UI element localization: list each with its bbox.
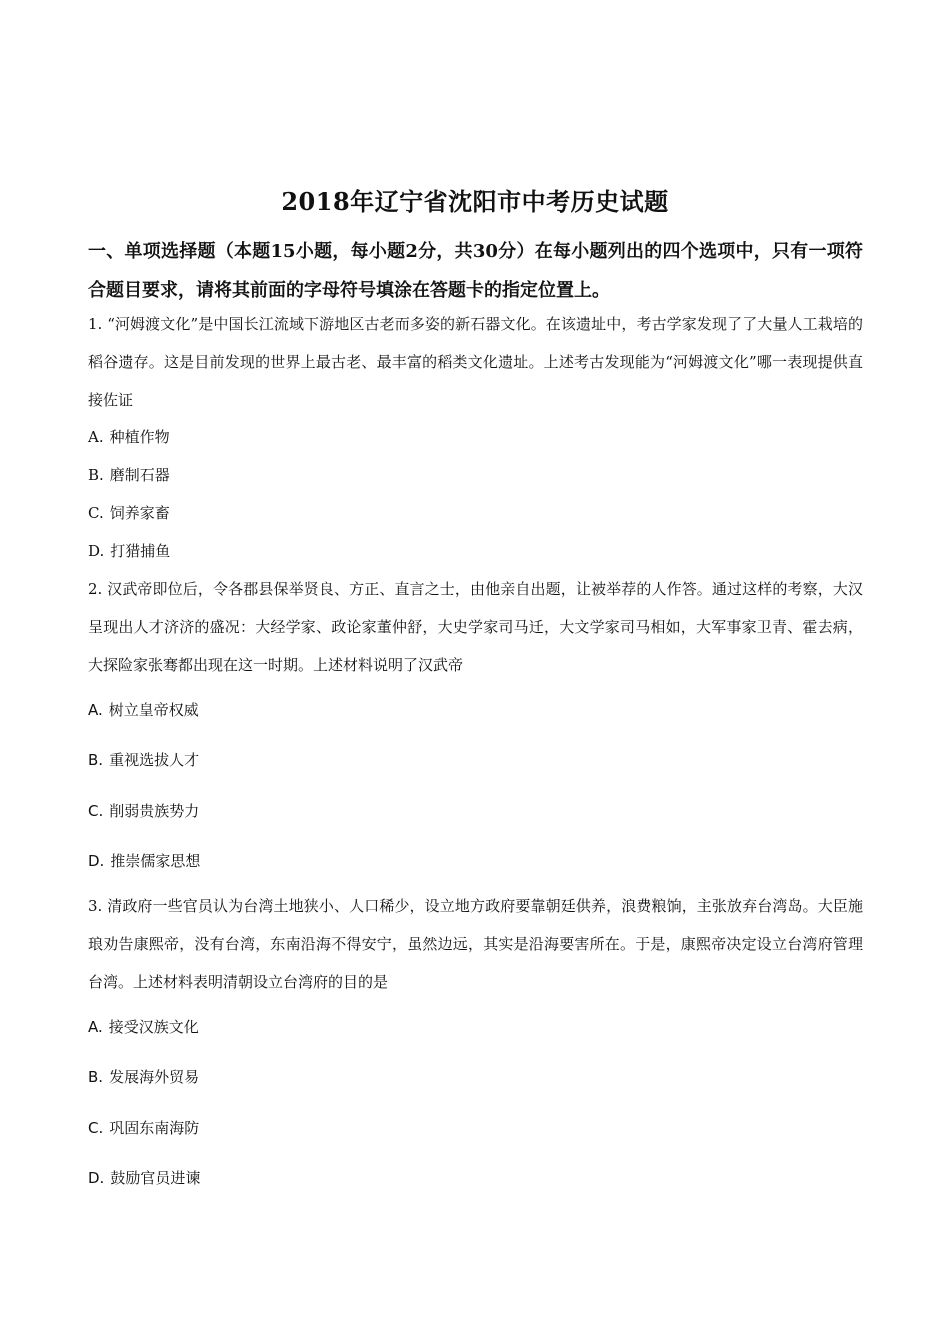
question-3-option-d[interactable] (88, 1166, 200, 1190)
question-1-option-b[interactable] (88, 463, 170, 487)
question-2-stem: 2. 汉武帝即位后，令各郡县保举贤良、方正、直言之士，由他亲自出题，让被举荐的人作答。通过这样的考察，大汉呈现出人才济济的盛况：大经学家、政论家董仲舒，大史学家司马迁，大文学家司马相如，大军事家卫青、霍去病，大探险家张骞都出现在这一时期。上述材料说明了汉武帝 (88, 580, 863, 674)
option-letter: A. (88, 428, 104, 446)
question-2-option-b[interactable] (88, 748, 199, 772)
question-1-option-d[interactable] (88, 539, 170, 563)
question-2-option-c[interactable] (88, 799, 199, 823)
option-letter: B. (88, 751, 104, 769)
option-letter: B. (88, 1068, 104, 1086)
option-letter: A. (88, 701, 103, 719)
option-text: 重视选拔人才 (109, 751, 200, 769)
question-1-option-c[interactable] (88, 501, 170, 525)
option-letter: C. (88, 504, 104, 522)
option-text: 种植作物 (109, 428, 170, 446)
option-letter: C. (88, 1119, 104, 1137)
option-text: 磨制石器 (109, 466, 170, 484)
question-3-option-b[interactable] (88, 1065, 199, 1089)
option-text: 饲养家畜 (109, 504, 170, 522)
option-text: 巩固东南海防 (109, 1119, 200, 1137)
question-1-stem: 1. “河姆渡文化”是中国长江流域下游地区古老而多姿的新石器文化。在该遗址中，考古学家发现了了大量人工栽培的稻谷遗存。这是目前发现的世界上最古老、最丰富的稻类文化遗址。上述考古发现能为“河姆渡文化”哪一表现提供直接佐证 (88, 315, 863, 409)
option-text: 接受汉族文化 (108, 1018, 199, 1036)
option-text: 打猎捕鱼 (110, 542, 171, 560)
question-3-option-a[interactable] (88, 1015, 199, 1039)
option-text: 鼓励官员进谏 (110, 1169, 201, 1187)
question-1-option-a[interactable] (88, 425, 170, 449)
option-letter: D. (88, 1169, 105, 1187)
option-text: 发展海外贸易 (109, 1068, 200, 1086)
section-heading: 一、单项选择题（本题15小题，每小题2分，共30分）在每小题列出的四个选项中，只有一项符合题目要求，请将其前面的字母符号填涂在答题卡的指定位置上。 (88, 241, 863, 301)
option-letter: B. (88, 466, 104, 484)
question-2-option-d[interactable] (88, 849, 200, 873)
option-letter: C. (88, 802, 104, 820)
option-letter: D. (88, 852, 105, 870)
option-text: 削弱贵族势力 (109, 802, 200, 820)
option-letter: D. (88, 542, 105, 560)
question-3-option-c[interactable] (88, 1116, 199, 1140)
option-text: 树立皇帝权威 (108, 701, 199, 719)
question-3-stem: 3. 清政府一些官员认为台湾土地狭小、人口稀少，设立地方政府要靠朝廷供养，浪费粮饷，主张放弃台湾岛。大臣施琅劝告康熙帝，没有台湾，东南沿海不得安宁，虽然边远，其实是沿海要害所在。于是，康熙帝决定设立台湾府管理台湾。上述材料表明清朝设立台湾府的目的是 (88, 897, 863, 991)
option-letter: A. (88, 1018, 103, 1036)
page-title: 2018年辽宁省沈阳市中考历史试题 (281, 187, 669, 216)
question-2-option-a[interactable] (88, 698, 199, 722)
option-text: 推崇儒家思想 (110, 852, 201, 870)
